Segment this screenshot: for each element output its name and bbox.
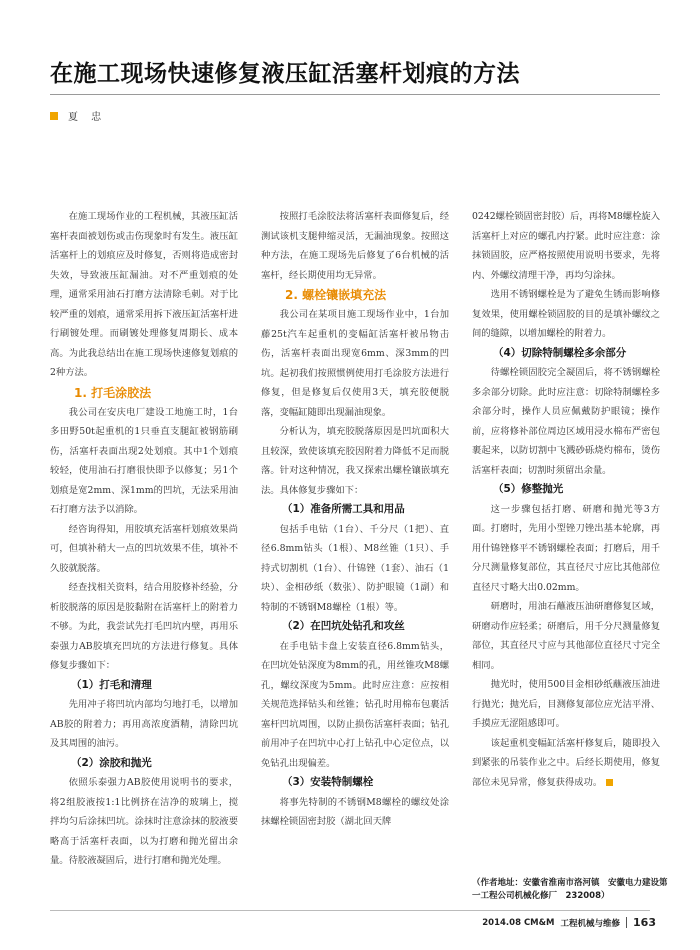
footer-separator	[626, 917, 627, 928]
paragraph: 依照乐泰强力AB胶使用说明书的要求，将2组胶液按1:1比例挤在洁净的玻璃上，搅拌均匀后涂抹凹坑。涂抹时注意涂抹的胶液要略高于活塞杆表面，以为打磨和抛光留出余量。待胶液凝固后，进行打磨和抛光处理。	[50, 777, 238, 866]
step-heading: （1）打毛和清理	[71, 678, 152, 691]
step-heading: （2）在凹坑处钻孔和攻丝	[282, 620, 405, 632]
paragraph: 抛光时，使用500目金相砂纸蘸液压油进行抛光；抛光后，目测修复部位应光洁平滑、手摸应无涩阻感即可。	[472, 679, 660, 729]
article-title: 在施工现场快速修复液压缸活塞杆划痕的方法	[50, 61, 520, 87]
paragraph-text: 该起重机变幅缸活塞杆修复后，随即投入到紧张的吊装作业之中。后经长期使用，修复部位未见异常，修复获得成功。	[472, 737, 660, 788]
paragraph: 我公司在某项目施工现场作业中，1台加藤25t汽车起重机的变幅缸活塞杆被吊物击伤，活塞杆表面出现宽6mm、深3mm的凹坑。起初我们按照惯例使用打毛涂胶方法进行修复，但是修复后仅使用3天，填充胶便脱落，变幅缸随即出现漏油现象。	[261, 309, 449, 418]
paragraph: 待螺栓锁固胶完全凝固后，将不锈钢螺栓多余部分切除。此时应注意：切除特制螺栓多余部分时，操作人员应佩戴防护眼镜；操作前，应将修补部位周边区域用浸水棉布严密包裹起来，以防切割中飞溅砂砾烧灼棉布，烫伤活塞杆表面；切割时须留出余量。	[472, 367, 660, 476]
step-heading: （5）修整抛光	[493, 483, 564, 495]
paragraph: 这一步骤包括打磨、研磨和抛光等3方面。打磨时，先用小型锉刀锉出基本轮廓，再用什锦锉修平不锈钢螺栓表面；打磨后，用千分尺测量修复部位，其直径尺寸应比其他部位直径尺寸略大出0.02mm。	[472, 503, 660, 593]
section-heading-1: 1. 打毛涂胶法	[74, 385, 152, 400]
paragraph-final	[472, 734, 660, 793]
author-name: 夏 忠	[68, 112, 107, 123]
paragraph: 分析认为，填充胶脱落原因是凹坑面积大且较深，致使该填充胶因附着力降低不足而脱落。针对这种情况，我又探索出螺栓镶嵌填充法。具体修复步骤如下：	[261, 426, 449, 496]
step-heading: （3）安装特制螺栓	[282, 776, 374, 788]
paragraph: 我公司在安庆电厂建设工地施工时，1台多田野50t起重机的1只垂直支腿缸被钢筋刷伤，活塞杆表面出现2处划痕。其中1个划痕较轻，使用油石打磨很快即予以修复；另1个划痕是宽2mm、深1mm的凹坑，无法采用油石打磨方法予以消除。	[50, 406, 238, 515]
footer-divider	[50, 910, 650, 911]
author-square-icon	[50, 112, 58, 120]
paragraph: 在施工现场作业的工程机械，其液压缸活塞杆表面被划伤或击伤现象时有发生。液压缸活塞杆上的划痕应及时修复，否则将造成密封失效，导致液压缸漏油。对不严重划痕的处理，通常采用油石打磨方法清除毛刺。对于比较严重的划痕，通常采用拆下液压缸活塞杆进行刷镀处理。而刷镀处理修复周期长、成本高。为此我总结出在施工现场快速修复划痕的2种方法。	[50, 211, 238, 378]
column-1	[50, 207, 238, 871]
page-number: 163	[633, 916, 656, 929]
paragraph: 在手电钻卡盘上安装直径6.8mm钻头，在凹坑处钻深度为8mm的孔，用丝锥攻M8螺孔，螺纹深度为5mm。此时应注意：应按相关规范选择钻头和丝锥；钻孔时用棉布包裹活塞杆凹坑周围，以防止损伤活塞杆表面；钻孔前用冲子在凹坑中心打上钻孔中心定位点，以免钻孔出现偏差。	[261, 640, 449, 769]
author-line	[50, 108, 106, 123]
paragraph: 经咨询得知，用胶填充活塞杆划痕效果尚可，但填补稍大一点的凹坑效果不佳，填补不久胶就脱落。	[50, 523, 238, 574]
paragraph: 0242螺栓锁固密封胶）后，再将M8螺栓旋入活塞杆上对应的螺孔内拧紧。此时应注意：涂抹锁固胶，应严格按照使用说明书要求，先将内、外螺纹清理干净，再均匀涂抹。	[472, 211, 660, 281]
paragraph: 研磨时，用油石蘸液压油研磨修复区域，研磨动作应轻柔；研磨后，用千分尺测量修复部位，其直径尺寸应与其他部位直径尺寸完全相同。	[472, 601, 660, 671]
step-heading: （4）切除特制螺栓多余部分	[493, 346, 627, 359]
step-heading: （1）准备所需工具和用品	[282, 503, 405, 515]
paragraph: 将事先特制的不锈钢M8螺栓的螺纹处涂抹螺栓锁固密封胶（湖北回天牌	[261, 796, 449, 827]
column-2	[261, 207, 449, 832]
page-footer	[482, 916, 656, 929]
paragraph: 经查找相关资料，结合用胶修补经验，分析胶脱落的原因是胶黏附在活塞杆上的附着力不够。为此，我尝试先打毛凹坑内壁，再用乐泰强力AB胶填充凹坑的方法进行修复。具体修复步骤如下：	[50, 582, 238, 671]
author-address: （作者地址：安徽省淮南市洛河镇 安徽电力建设第一工程公司机械化修厂 232008）	[472, 878, 668, 901]
paragraph: 选用不锈钢螺栓是为了避免生锈而影响修复效果，使用螺栓锁固胶的目的是填补螺纹之间的缝隙，以增加螺栓的附着力。	[472, 289, 660, 339]
journal-name: 工程机械与维修	[560, 918, 621, 929]
step-heading: （2）涂胶和抛光	[71, 756, 152, 769]
issue-label: 2014.08 CM&M	[482, 917, 555, 928]
section-heading-2: 2. 螺栓镶嵌填充法	[285, 288, 387, 302]
title-divider	[50, 94, 660, 95]
column-3	[472, 207, 660, 792]
end-mark-icon	[606, 779, 613, 786]
paragraph: 按照打毛涂胶法将活塞杆表面修复后，经测试该机支腿伸缩灵活，无漏油现象。按照这种方法，在施工现场先后修复了6台机械的活塞杆，经长期使用均无异常。	[261, 211, 449, 281]
paragraph: 包括手电钻（1台）、千分尺（1把）、直径6.8mm钻头（1根）、M8丝锥（1只）、手持式切割机（1台）、什锦锉（1套）、油石（1块）、金相砂纸（数张）、防护眼镜（1副）和特制的不锈钢M8螺栓（1根）等。	[261, 523, 449, 613]
paragraph: 先用冲子将凹坑内部均匀地打毛，以增加AB胶的附着力；再用高浓度酒精，清除凹坑及其周围的油污。	[50, 699, 238, 749]
